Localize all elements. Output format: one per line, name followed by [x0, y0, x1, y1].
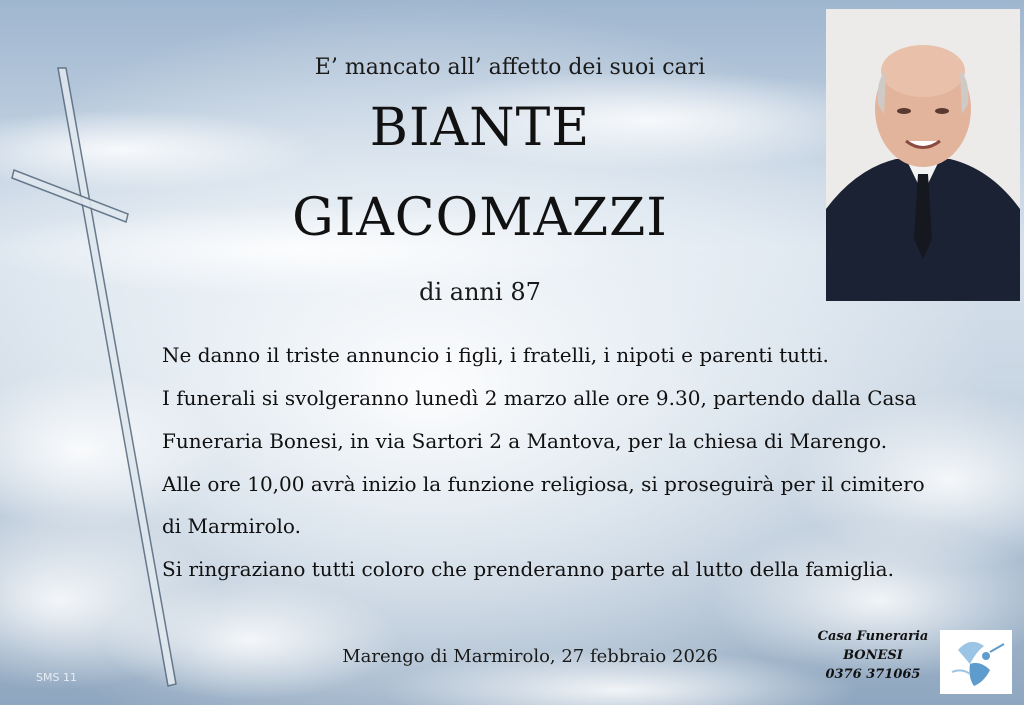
- body-line: Ne danno il triste annuncio i figli, i fratelli, i nipoti e parenti tutti.: [162, 343, 829, 367]
- body-line: I funerali si svolgeranno lunedì 2 marzo alle ore 9.30, partendo dalla Casa: [162, 386, 917, 410]
- deceased-first-name: BIANTE: [369, 98, 591, 158]
- funeral-home-phone: 0376 371065: [825, 667, 921, 682]
- body-line: di Marmirolo.: [162, 514, 301, 538]
- place-date: Marengo di Marmirolo, 27 febbraio 2026: [342, 646, 718, 667]
- deceased-photo: [826, 9, 1020, 301]
- body-line: Funeraria Bonesi, in via Sartori 2 a Mantova, per la chiesa di Marengo.: [162, 429, 888, 453]
- body-line: Alle ore 10,00 avrà inizio la funzione religiosa, si proseguirà per il cimitero: [162, 472, 925, 496]
- funeral-home-name: Casa Funeraria: [817, 629, 929, 644]
- deceased-last-name: GIACOMAZZI: [292, 188, 668, 248]
- funeral-home-brand: BONESI: [843, 648, 903, 663]
- angel-logo-icon: [940, 630, 1012, 694]
- age-text: di anni 87: [419, 278, 541, 306]
- body-line: Si ringraziano tutti coloro che prenderanno parte al lutto della famiglia.: [162, 557, 894, 581]
- intro-text: E’ mancato all’ affetto dei suoi cari: [314, 55, 706, 80]
- reference-code: SMS 11: [36, 671, 77, 684]
